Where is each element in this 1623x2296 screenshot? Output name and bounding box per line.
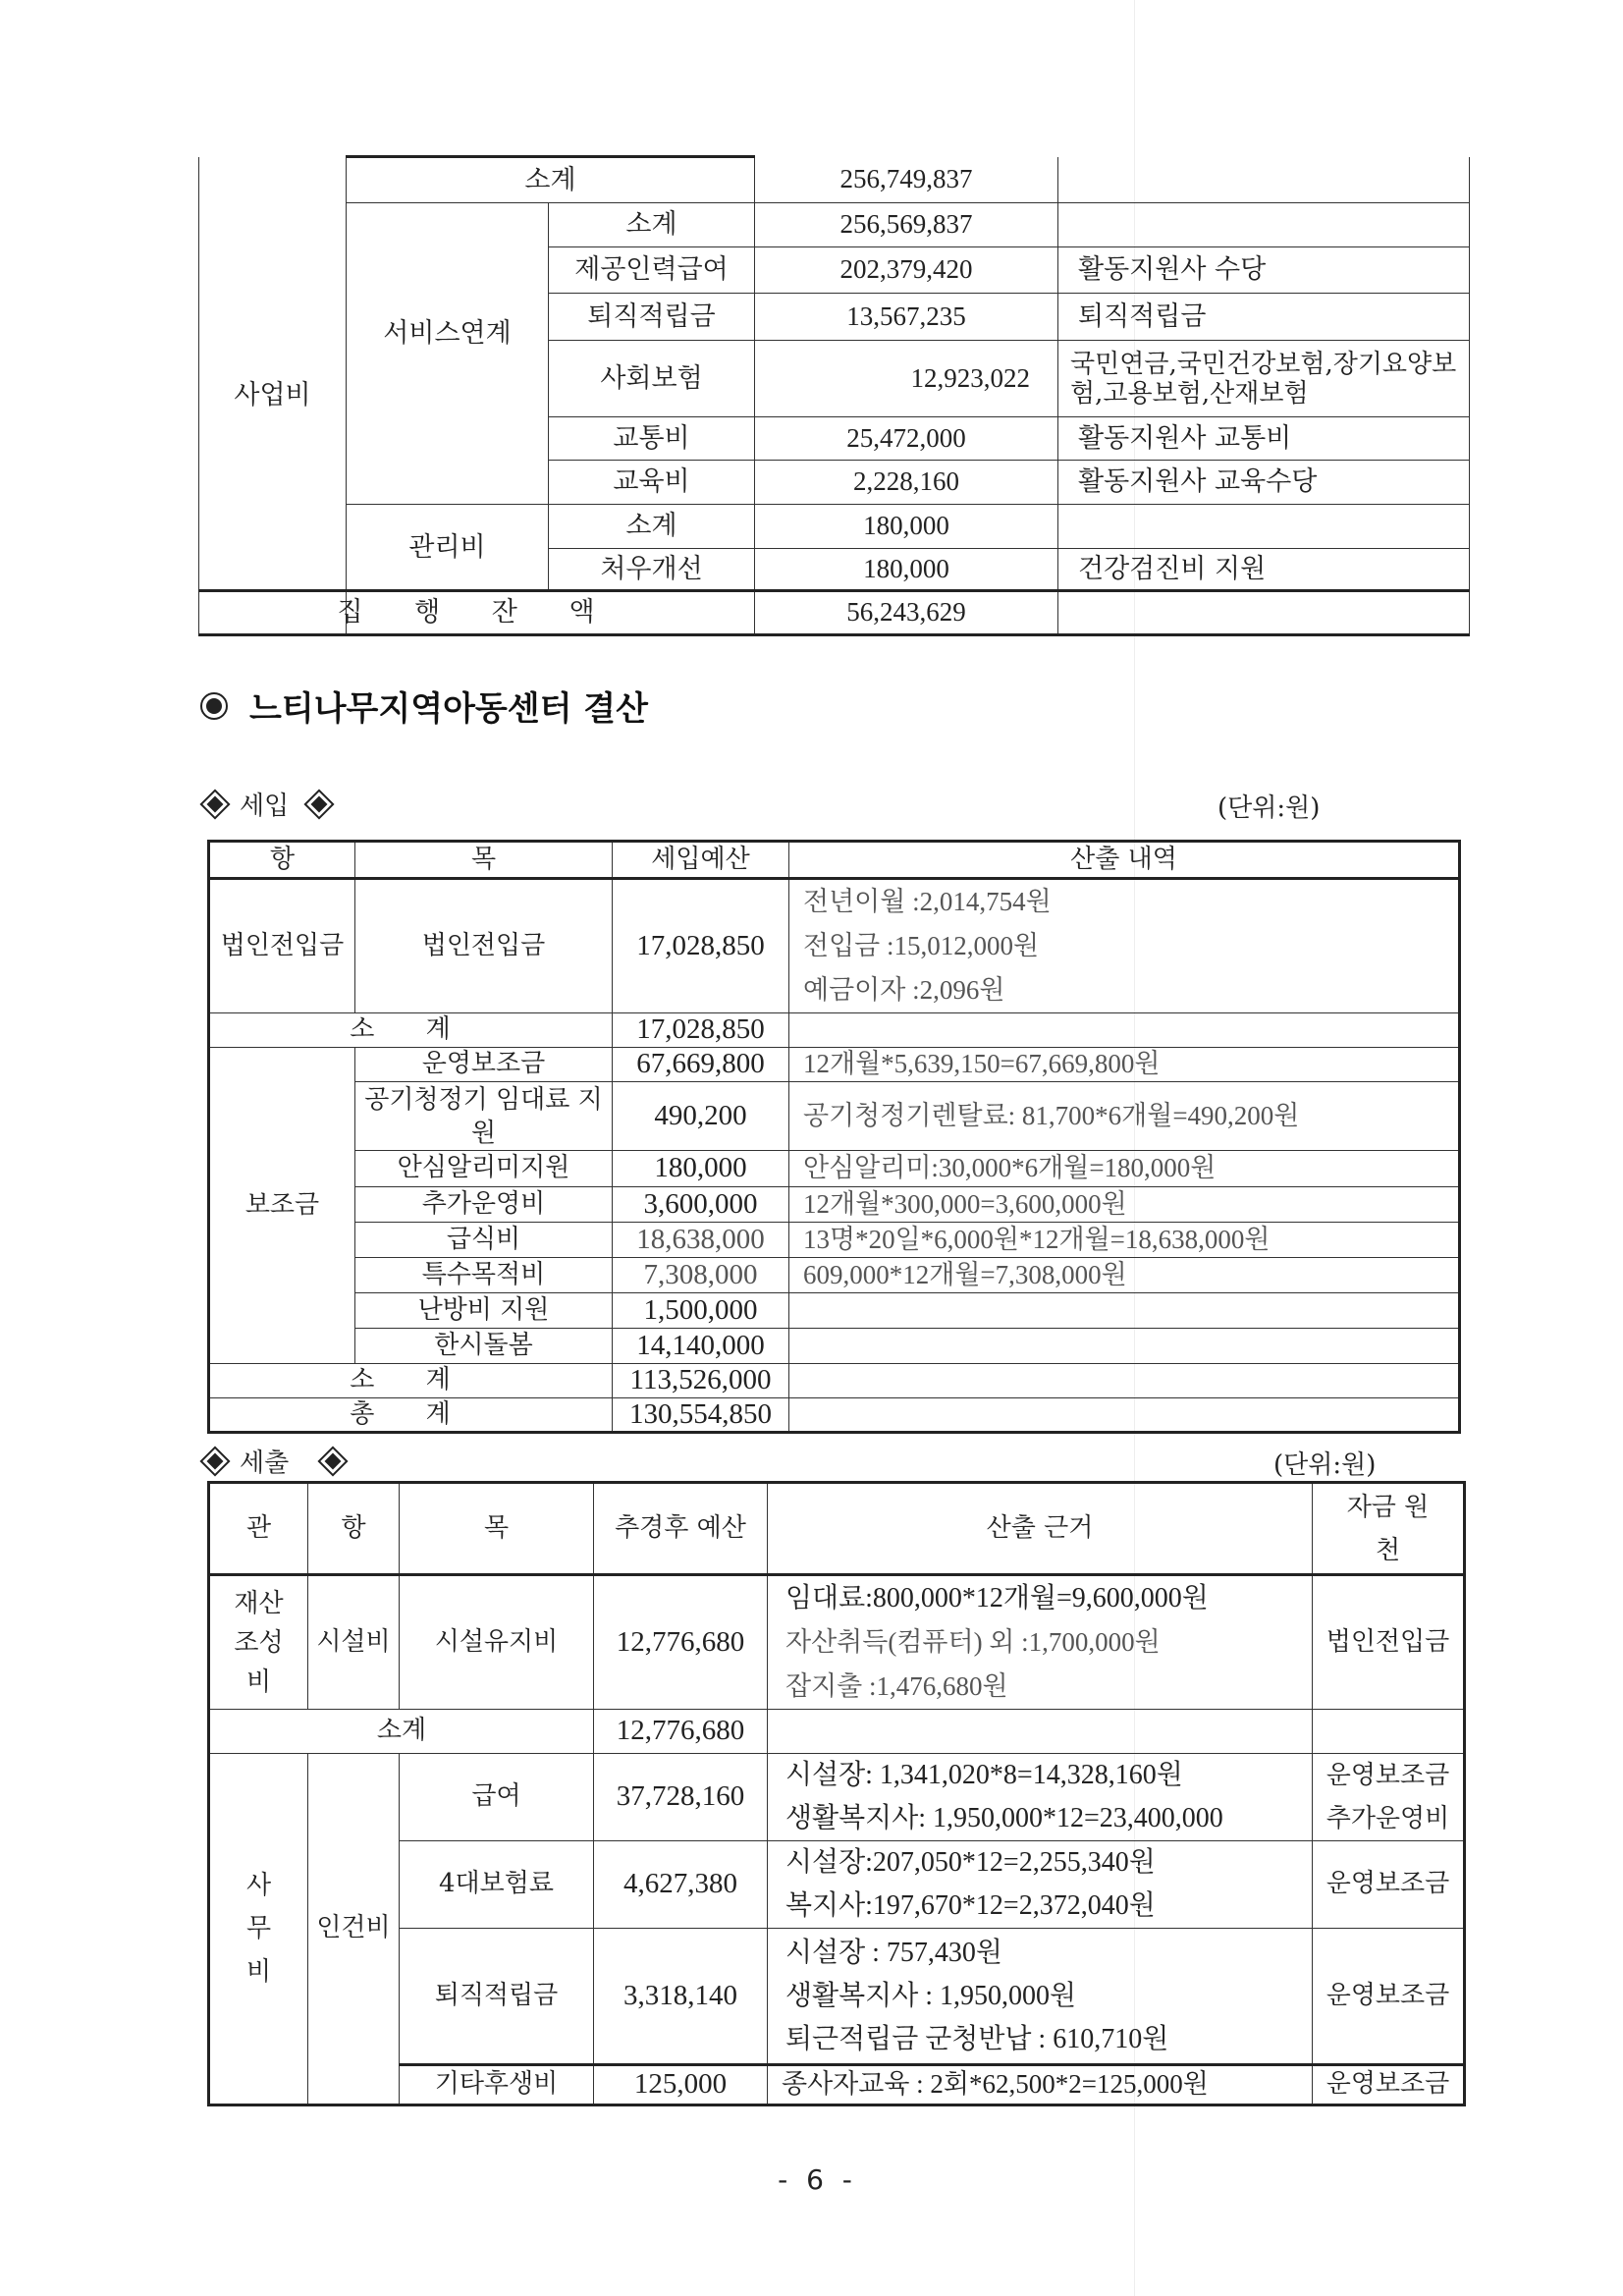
note-cell: 건강검진비 지원 — [1058, 549, 1470, 591]
note-cell: 활동지원사 교통비 — [1058, 417, 1470, 461]
basis-cell — [768, 1575, 1313, 1710]
source-cell — [1313, 1754, 1465, 1841]
mok-cell: 급여 — [400, 1754, 594, 1841]
header-mok: 목 — [355, 842, 613, 879]
detail-cell — [789, 1364, 1460, 1398]
expense-unit: (단위:원) — [1273, 1450, 1377, 1480]
basis-cell — [768, 1754, 1313, 1841]
service-label: 서비스연계 — [347, 203, 549, 505]
office-hang: 인건비 — [308, 1754, 400, 2105]
detail-cell: 안심알리미:30,000*6개월=180,000원 — [789, 1151, 1460, 1187]
mok-cell: 공기청정기 임대료 지원 — [355, 1082, 613, 1151]
expense-table — [207, 1481, 1466, 2106]
basis-line: 시설장 : 757,430원 — [785, 1937, 1002, 1968]
revenue-unit: (단위:원) — [1217, 793, 1321, 823]
gwan-cell: 재산 조성비 — [209, 1575, 308, 1710]
basis-line: 시설장: 1,341,020*8=14,328,160원 — [785, 1760, 1183, 1790]
basis-line: 생활복지사 : 1,950,000원 — [785, 1980, 1077, 2011]
basis-cell — [768, 1710, 1313, 1754]
header-mok: 목 — [400, 1483, 594, 1575]
note-cell — [1058, 203, 1470, 247]
basis-line: 퇴근적립금 군청반납 : 610,710원 — [785, 2023, 1169, 2054]
subsidy-subtotal-value: 113,526,000 — [613, 1364, 789, 1398]
amount-cell: 125,000 — [594, 2065, 768, 2105]
basis-line: 복지사:197,670*12=2,372,040원 — [785, 1890, 1156, 1921]
corp-subtotal-label: 소 계 — [209, 1013, 613, 1048]
amount-cell: 25,472,000 — [755, 417, 1058, 461]
detail-cell: 12개월*5,639,150=67,669,800원 — [789, 1048, 1460, 1082]
subsidy-hang: 보조금 — [209, 1048, 355, 1364]
amount-cell: 7,308,000 — [613, 1258, 789, 1293]
amount-cell: 180,000 — [613, 1151, 789, 1187]
subsidy-subtotal-label: 소 계 — [209, 1364, 613, 1398]
basis-line: 생활복지사: 1,950,000*12=23,400,000 — [785, 1803, 1223, 1833]
header-basis: 산출 근거 — [768, 1483, 1313, 1575]
mok-cell: 안심알리미지원 — [355, 1151, 613, 1187]
mok-cell: 추가운영비 — [355, 1187, 613, 1223]
note-cell: 국민연금,국민건강보험,장기요양보험,고용보험,산재보험 — [1058, 341, 1470, 417]
detail-line: 전입금 :15,012,000원 — [803, 931, 1040, 960]
detail-cell — [789, 1293, 1460, 1329]
balance-label: 집 행 잔 액 — [199, 591, 755, 635]
source-cell — [1313, 1710, 1465, 1754]
balance-row-table — [198, 589, 1470, 636]
mok-cell: 사회보험 — [549, 341, 755, 417]
amount-cell: 17,028,850 — [613, 879, 789, 1013]
header-budget: 세입예산 — [613, 842, 789, 879]
diamond-bullet-icon — [304, 789, 335, 819]
note-cell: 활동지원사 교육수당 — [1058, 461, 1470, 505]
note-cell: 활동지원사 수당 — [1058, 247, 1470, 294]
execution-table — [198, 155, 1470, 635]
mok-cell: 처우개선 — [549, 549, 755, 591]
mok-cell: 한시돌봄 — [355, 1329, 613, 1364]
fisheye-bullet-icon — [200, 692, 228, 720]
header-detail: 산출 내역 — [789, 842, 1460, 879]
total-label: 총 계 — [209, 1398, 613, 1433]
section-heading — [200, 682, 648, 730]
detail-line: 예금이자 :2,096원 — [803, 975, 1005, 1005]
revenue-table — [207, 840, 1461, 1434]
amount-cell: 67,669,800 — [613, 1048, 789, 1082]
amount-cell: 4,627,380 — [594, 1841, 768, 1929]
hang-cell: 법인전입금 — [209, 879, 355, 1013]
source-cell: 법인전입금 — [1313, 1575, 1465, 1710]
detail-cell — [789, 1013, 1460, 1048]
office-gwan: 사 무 비 — [209, 1754, 308, 2105]
amount-cell: 12,923,022 — [755, 341, 1058, 417]
detail-cell: 13명*20일*6,000원*12개월=18,638,000원 — [789, 1223, 1460, 1258]
corp-subtotal-value: 17,028,850 — [613, 1013, 789, 1048]
source-cell: 운영보조금 — [1313, 2065, 1465, 2105]
amount-cell: 202,379,420 — [755, 247, 1058, 294]
mok-cell: 퇴직적립금 — [549, 294, 755, 341]
subtotal-label: 소계 — [347, 157, 755, 203]
mok-cell: 법인전입금 — [355, 879, 613, 1013]
amount-cell: 1,500,000 — [613, 1293, 789, 1329]
mok-cell: 소계 — [549, 203, 755, 247]
detail-line: 전년이월 :2,014,754원 — [803, 887, 1052, 916]
expense-label-text: 세출 — [240, 1449, 290, 1478]
note-cell — [1058, 505, 1470, 549]
mok-cell: 교육비 — [549, 461, 755, 505]
detail-cell: 609,000*12개월=7,308,000원 — [789, 1258, 1460, 1293]
header-source: 자금 원천 — [1313, 1483, 1465, 1575]
mok-cell: 특수목적비 — [355, 1258, 613, 1293]
header-budget: 추경후 예산 — [594, 1483, 768, 1575]
source-line: 운영보조금 — [1325, 1761, 1450, 1790]
amount-cell: 2,228,160 — [755, 461, 1058, 505]
amount-cell: 18,638,000 — [613, 1223, 789, 1258]
amount-cell: 180,000 — [755, 549, 1058, 591]
expense-label — [200, 1443, 344, 1479]
detail-cell: 12개월*300,000=3,600,000원 — [789, 1187, 1460, 1223]
amount-cell: 3,600,000 — [613, 1187, 789, 1223]
amount-cell: 3,318,140 — [594, 1929, 768, 2065]
section-title: 느티나무지역아동센터 결산 — [249, 689, 648, 729]
hang-cell: 시설비 — [308, 1575, 400, 1710]
subtotal-value: 256,749,837 — [755, 157, 1058, 203]
mok-cell: 교통비 — [549, 417, 755, 461]
source-cell: 운영보조금 — [1313, 1929, 1465, 2065]
mok-cell: 운영보조금 — [355, 1048, 613, 1082]
amount-cell: 490,200 — [613, 1082, 789, 1151]
basis-cell — [768, 1841, 1313, 1929]
amount-cell: 12,776,680 — [594, 1575, 768, 1710]
amount-cell: 14,140,000 — [613, 1329, 789, 1364]
mok-cell: 시설유지비 — [400, 1575, 594, 1710]
basis-line: 임대료:800,000*12개월=9,600,000원 — [785, 1583, 1209, 1613]
detail-cell — [789, 1329, 1460, 1364]
note-cell: 퇴직적립금 — [1058, 294, 1470, 341]
diamond-bullet-icon — [199, 1446, 230, 1476]
source-cell: 운영보조금 — [1313, 1841, 1465, 1929]
mok-cell: 퇴직적립금 — [400, 1929, 594, 2065]
mok-cell: 제공인력급여 — [549, 247, 755, 294]
note-cell — [1058, 157, 1470, 203]
property-subtotal-label: 소계 — [209, 1710, 594, 1754]
header-gwan: 관 — [209, 1483, 308, 1575]
revenue-label-text: 세입 — [240, 792, 290, 821]
amount-cell: 37,728,160 — [594, 1754, 768, 1841]
header-hang: 항 — [209, 842, 355, 879]
basis-cell: 종사자교육 : 2회*62,500*2=125,000원 — [768, 2065, 1313, 2105]
property-subtotal-value: 12,776,680 — [594, 1710, 768, 1754]
header-hang: 항 — [308, 1483, 400, 1575]
source-line: 추가운영비 — [1325, 1804, 1450, 1833]
basis-line: 자산취득(컴퓨터) 외 :1,700,000원 — [785, 1627, 1161, 1657]
basis-cell — [768, 1929, 1313, 2065]
diamond-bullet-icon — [318, 1446, 349, 1476]
mok-cell: 난방비 지원 — [355, 1293, 613, 1329]
gwan-cell: 사업비 — [199, 157, 347, 635]
detail-cell — [789, 1398, 1460, 1433]
balance-value: 56,243,629 — [755, 591, 1058, 635]
mok-cell: 급식비 — [355, 1223, 613, 1258]
management-label: 관리비 — [347, 505, 549, 591]
amount-cell: 256,569,837 — [755, 203, 1058, 247]
detail-cell: 공기청정기렌탈료: 81,700*6개월=490,200원 — [789, 1082, 1460, 1151]
mok-cell: 소계 — [549, 505, 755, 549]
amount-cell: 13,567,235 — [755, 294, 1058, 341]
page-number: - 6 - — [778, 2163, 852, 2196]
mok-cell: 기타후생비 — [400, 2065, 594, 2105]
mok-cell: 4대보험료 — [400, 1841, 594, 1929]
basis-line: 시설장:207,050*12=2,255,340원 — [785, 1847, 1156, 1878]
revenue-label — [200, 786, 330, 822]
diamond-bullet-icon — [199, 789, 230, 819]
basis-line: 잡지출 :1,476,680원 — [785, 1671, 1008, 1701]
total-value: 130,554,850 — [613, 1398, 789, 1433]
detail-cell — [789, 879, 1460, 1013]
amount-cell: 180,000 — [755, 505, 1058, 549]
balance-note — [1058, 591, 1470, 635]
